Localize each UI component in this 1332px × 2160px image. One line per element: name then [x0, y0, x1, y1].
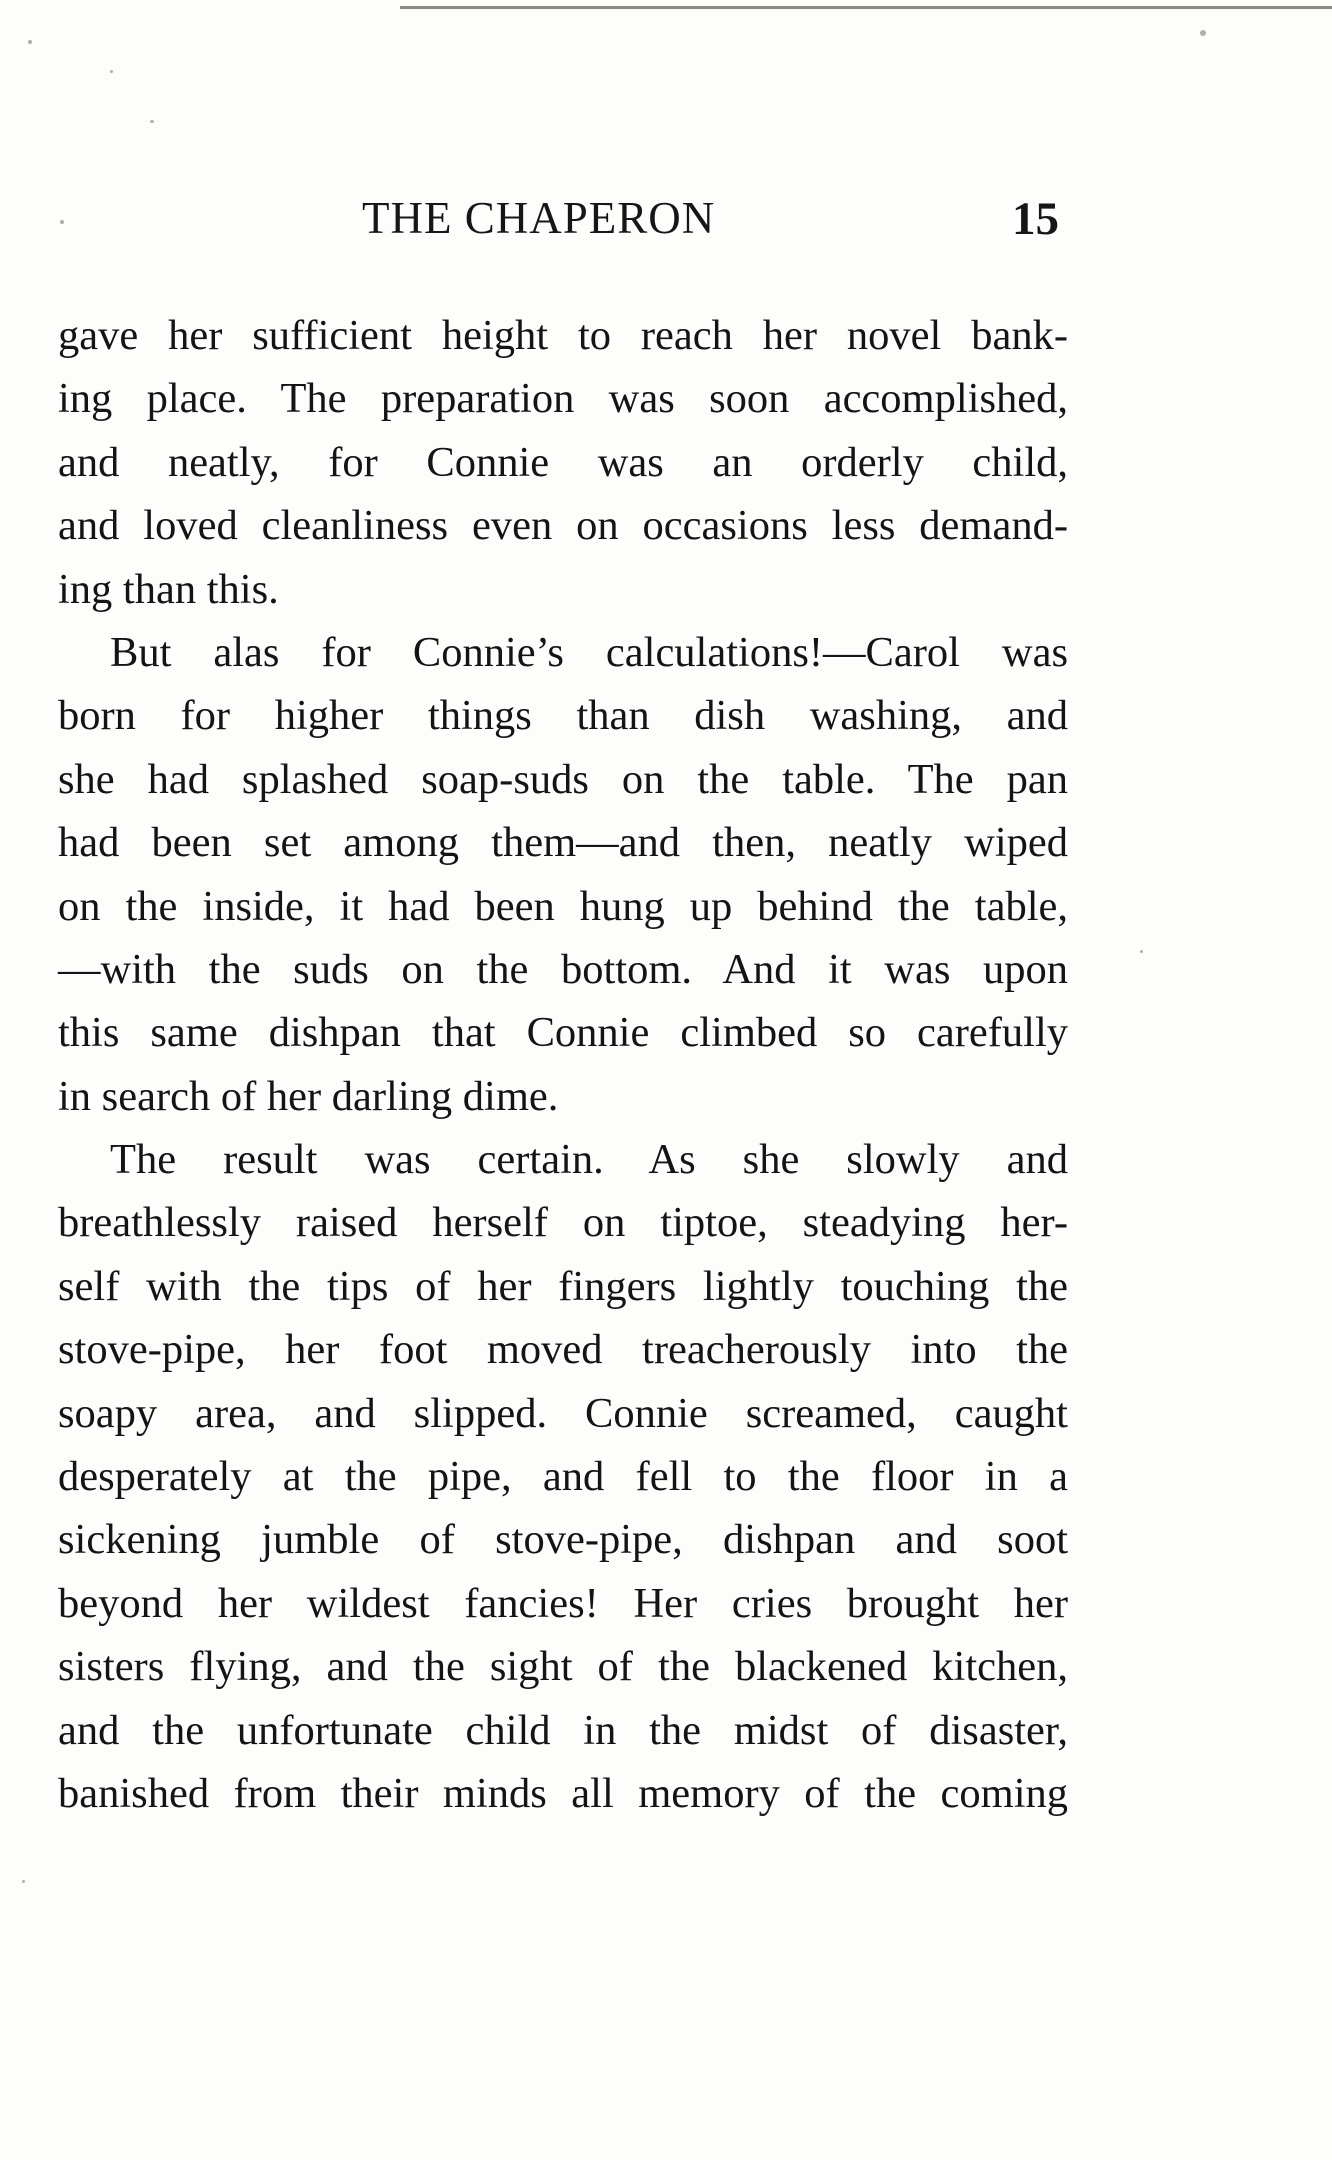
- text-line: beyond her wildest fancies! Her cries brought her: [58, 1579, 1068, 1627]
- text-line: self with the tips of her fingers lightly touching the: [58, 1262, 1068, 1310]
- text-line: and neatly, for Connie was an orderly child,: [58, 438, 1068, 486]
- text-line: banished from their minds all memory of the coming: [58, 1769, 1068, 1817]
- text-line: and the unfortunate child in the midst of disaster,: [58, 1706, 1068, 1754]
- text-line: desperately at the pipe, and fell to the floor in a: [58, 1453, 1068, 1501]
- text-line: this same dishpan that Connie climbed so carefully: [58, 1009, 1068, 1057]
- text-line: breathlessly raised herself on tiptoe, steadying her-: [58, 1199, 1068, 1247]
- text-line: ing place. The preparation was soon accomplished,: [58, 375, 1068, 423]
- scan-speck: [150, 120, 154, 123]
- text-line: soapy area, and slipped. Connie screamed, caught: [58, 1389, 1068, 1437]
- text-line: sickening jumble of stove-pipe, dishpan and soot: [58, 1516, 1068, 1564]
- text-line: —with the suds on the bottom. And it was upon: [58, 945, 1068, 993]
- text-line: stove-pipe, her foot moved treacherously into the: [58, 1326, 1068, 1374]
- scan-speck: [1140, 950, 1143, 953]
- text-line: gave her sufficient height to reach her novel bank-: [58, 312, 1068, 359]
- text-line: ing than this.: [58, 565, 279, 613]
- page-number: 15: [1012, 193, 1059, 245]
- running-head: [0, 192, 1332, 252]
- body-text: [58, 304, 1068, 1825]
- scan-speck: [28, 40, 32, 44]
- text-line: sisters flying, and the sight of the blackened kitchen,: [58, 1643, 1068, 1691]
- text-line: The result was certain. As she slowly and: [110, 1136, 1068, 1184]
- scan-speck: [110, 70, 113, 73]
- text-line: and loved cleanliness even on occasions less demand-: [58, 502, 1068, 550]
- text-line: she had splashed soap-suds on the table. The pan: [58, 755, 1068, 803]
- running-title: THE CHAPERON: [362, 193, 716, 243]
- text-line: in search of her darling dime.: [58, 1072, 559, 1120]
- top-edge-rule: [400, 6, 1332, 9]
- text-line: But alas for Connie’s calculations!—Carol was: [110, 628, 1068, 676]
- text-line: on the inside, it had been hung up behind the table,: [58, 882, 1068, 930]
- text-line: had been set among them—and then, neatly wiped: [58, 819, 1068, 867]
- scan-speck: [22, 1880, 25, 1883]
- scan-speck: [1200, 30, 1206, 36]
- text-line: born for higher things than dish washing, and: [58, 692, 1068, 740]
